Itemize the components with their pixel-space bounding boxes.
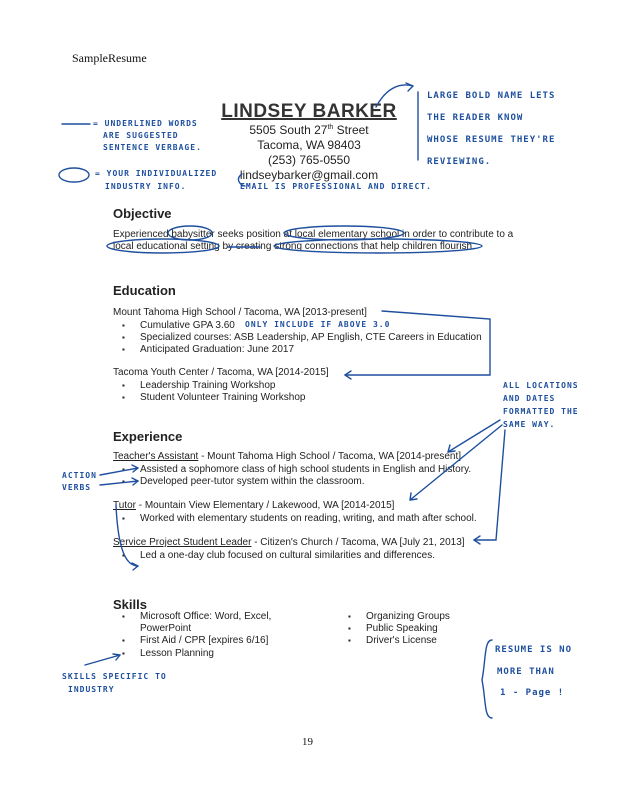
- document-label: SampleResume: [72, 51, 147, 65]
- annotation-underlined-2: ARE SUGGESTED: [103, 131, 179, 140]
- experience-job-2: Tutor - Mountain View Elementary / Lakewood, WA [2014-2015]: [113, 500, 395, 511]
- name-arrow: [376, 85, 413, 107]
- skills-arrow: [85, 655, 120, 665]
- annotation-underlined-1: = UNDERLINED WORDS: [93, 119, 198, 128]
- list-item: ▪ Lesson Planning: [140, 648, 214, 659]
- experience-job-1: Teacher's Assistant - Mount Tahoma High School / Tacoma, WA [2014-present]: [113, 451, 462, 462]
- locations-arrow-3: [410, 425, 502, 500]
- education-heading: Education: [113, 283, 176, 298]
- annotation-gpa: ONLY INCLUDE IF ABOVE 3.0: [245, 320, 391, 329]
- experience-heading: Experience: [113, 429, 183, 444]
- skills-heading: Skills: [113, 597, 147, 612]
- list-item: ▪ Leadership Training Workshop: [140, 380, 275, 391]
- resume-name: LINDSEY BARKER: [221, 101, 397, 122]
- annotation-name-4: REVIEWING.: [427, 157, 492, 167]
- page-brace: [482, 640, 492, 718]
- annotation-locations-2: AND DATES: [503, 394, 556, 403]
- list-item: ▪ Driver's License: [366, 635, 437, 646]
- list-item: ▪ Developed peer-tutor system within the classroom.: [140, 476, 365, 487]
- annotation-page-3: 1 - Page !: [500, 688, 565, 698]
- annotation-page-1: RESUME IS NO: [495, 645, 573, 655]
- page-number: 19: [302, 736, 313, 748]
- list-item-continuation: PowerPoint: [140, 623, 192, 634]
- annotation-locations-4: SAME WAY.: [503, 420, 556, 429]
- experience-job-3: Service Project Student Leader - Citizen's Church / Tacoma, WA [July 21, 2013]: [113, 537, 465, 548]
- list-item: ▪ First Aid / CPR [expires 6/16]: [140, 635, 268, 646]
- email-arrow: [238, 174, 245, 186]
- action-arrow-2: [100, 481, 138, 485]
- list-item: ▪ Student Volunteer Training Workshop: [140, 392, 305, 403]
- annotation-industry-2: INDUSTRY INFO.: [105, 182, 187, 191]
- list-item: ▪ Cumulative GPA 3.60: [140, 320, 235, 331]
- annotation-email: EMAIL IS PROFESSIONAL AND DIRECT.: [240, 182, 432, 191]
- annotation-page-2: MORE THAN: [497, 667, 555, 677]
- address-city: Tacoma, WA 98403: [257, 138, 361, 152]
- list-item: ▪ Specialized courses: ASB Leadership, AP English, CTE Careers in Education: [140, 332, 482, 343]
- list-item: ▪ Anticipated Graduation: June 2017: [140, 344, 294, 355]
- annotation-name-3: WHOSE RESUME THEY'RE: [427, 135, 556, 145]
- education-school-1: Mount Tahoma High School / Tacoma, WA [2013-present]: [113, 307, 367, 318]
- circle-educational-setting: [107, 239, 219, 253]
- locations-arrow-4: [474, 430, 505, 540]
- pen-oval: [59, 168, 89, 182]
- annotation-action-2: VERBS: [62, 483, 92, 492]
- action-arrow-3: [116, 505, 138, 566]
- list-item: ▪ Led a one-day club focused on cultural similarities and differences.: [140, 550, 435, 561]
- locations-arrow-1: [345, 311, 490, 375]
- list-item: ▪ Organizing Groups: [366, 611, 450, 622]
- action-arrow-1: [100, 468, 138, 475]
- circle-elementary-school: [284, 226, 404, 240]
- email: lindseybarker@gmail.com: [239, 168, 379, 182]
- list-item: ▪ Assisted a sophomore class of high school students in English and History.: [140, 464, 471, 475]
- annotation-locations-3: FORMATTED THE: [503, 407, 579, 416]
- annotation-skills-2: INDUSTRY: [68, 685, 115, 694]
- annotation-underlined-3: SENTENCE VERBAGE.: [103, 143, 202, 152]
- list-item: ▪ Worked with elementary students on reading, writing, and math after school.: [140, 513, 477, 524]
- circle-strong-connections: [274, 239, 482, 253]
- annotation-action-1: ACTION: [62, 471, 97, 480]
- objective-line-1: Experienced babysitter seeks position at local elementary school in order to contribute to a: [113, 229, 514, 240]
- annotation-locations-1: ALL LOCATIONS: [503, 381, 579, 390]
- address-street: 5505 South 27th Street: [249, 123, 369, 137]
- list-item: ▪ Public Speaking: [366, 623, 438, 634]
- annotation-name-1: LARGE BOLD NAME LETS: [427, 91, 556, 101]
- list-item: ▪ Microsoft Office: Word, Excel,: [140, 611, 271, 622]
- objective-heading: Objective: [113, 206, 172, 221]
- objective-line-2: local educational setting by creating strong connections that help children flourish.: [113, 241, 475, 252]
- annotation-skills-1: SKILLS SPECIFIC TO: [62, 672, 167, 681]
- education-school-2: Tacoma Youth Center / Tacoma, WA [2014-2015]: [113, 367, 329, 378]
- circle-babysitter: [168, 226, 212, 240]
- annotation-name-2: THE READER KNOW: [427, 113, 524, 123]
- annotation-industry-1: = YOUR INDIVIDUALIZED: [95, 169, 218, 178]
- phone: (253) 765-0550: [267, 153, 351, 167]
